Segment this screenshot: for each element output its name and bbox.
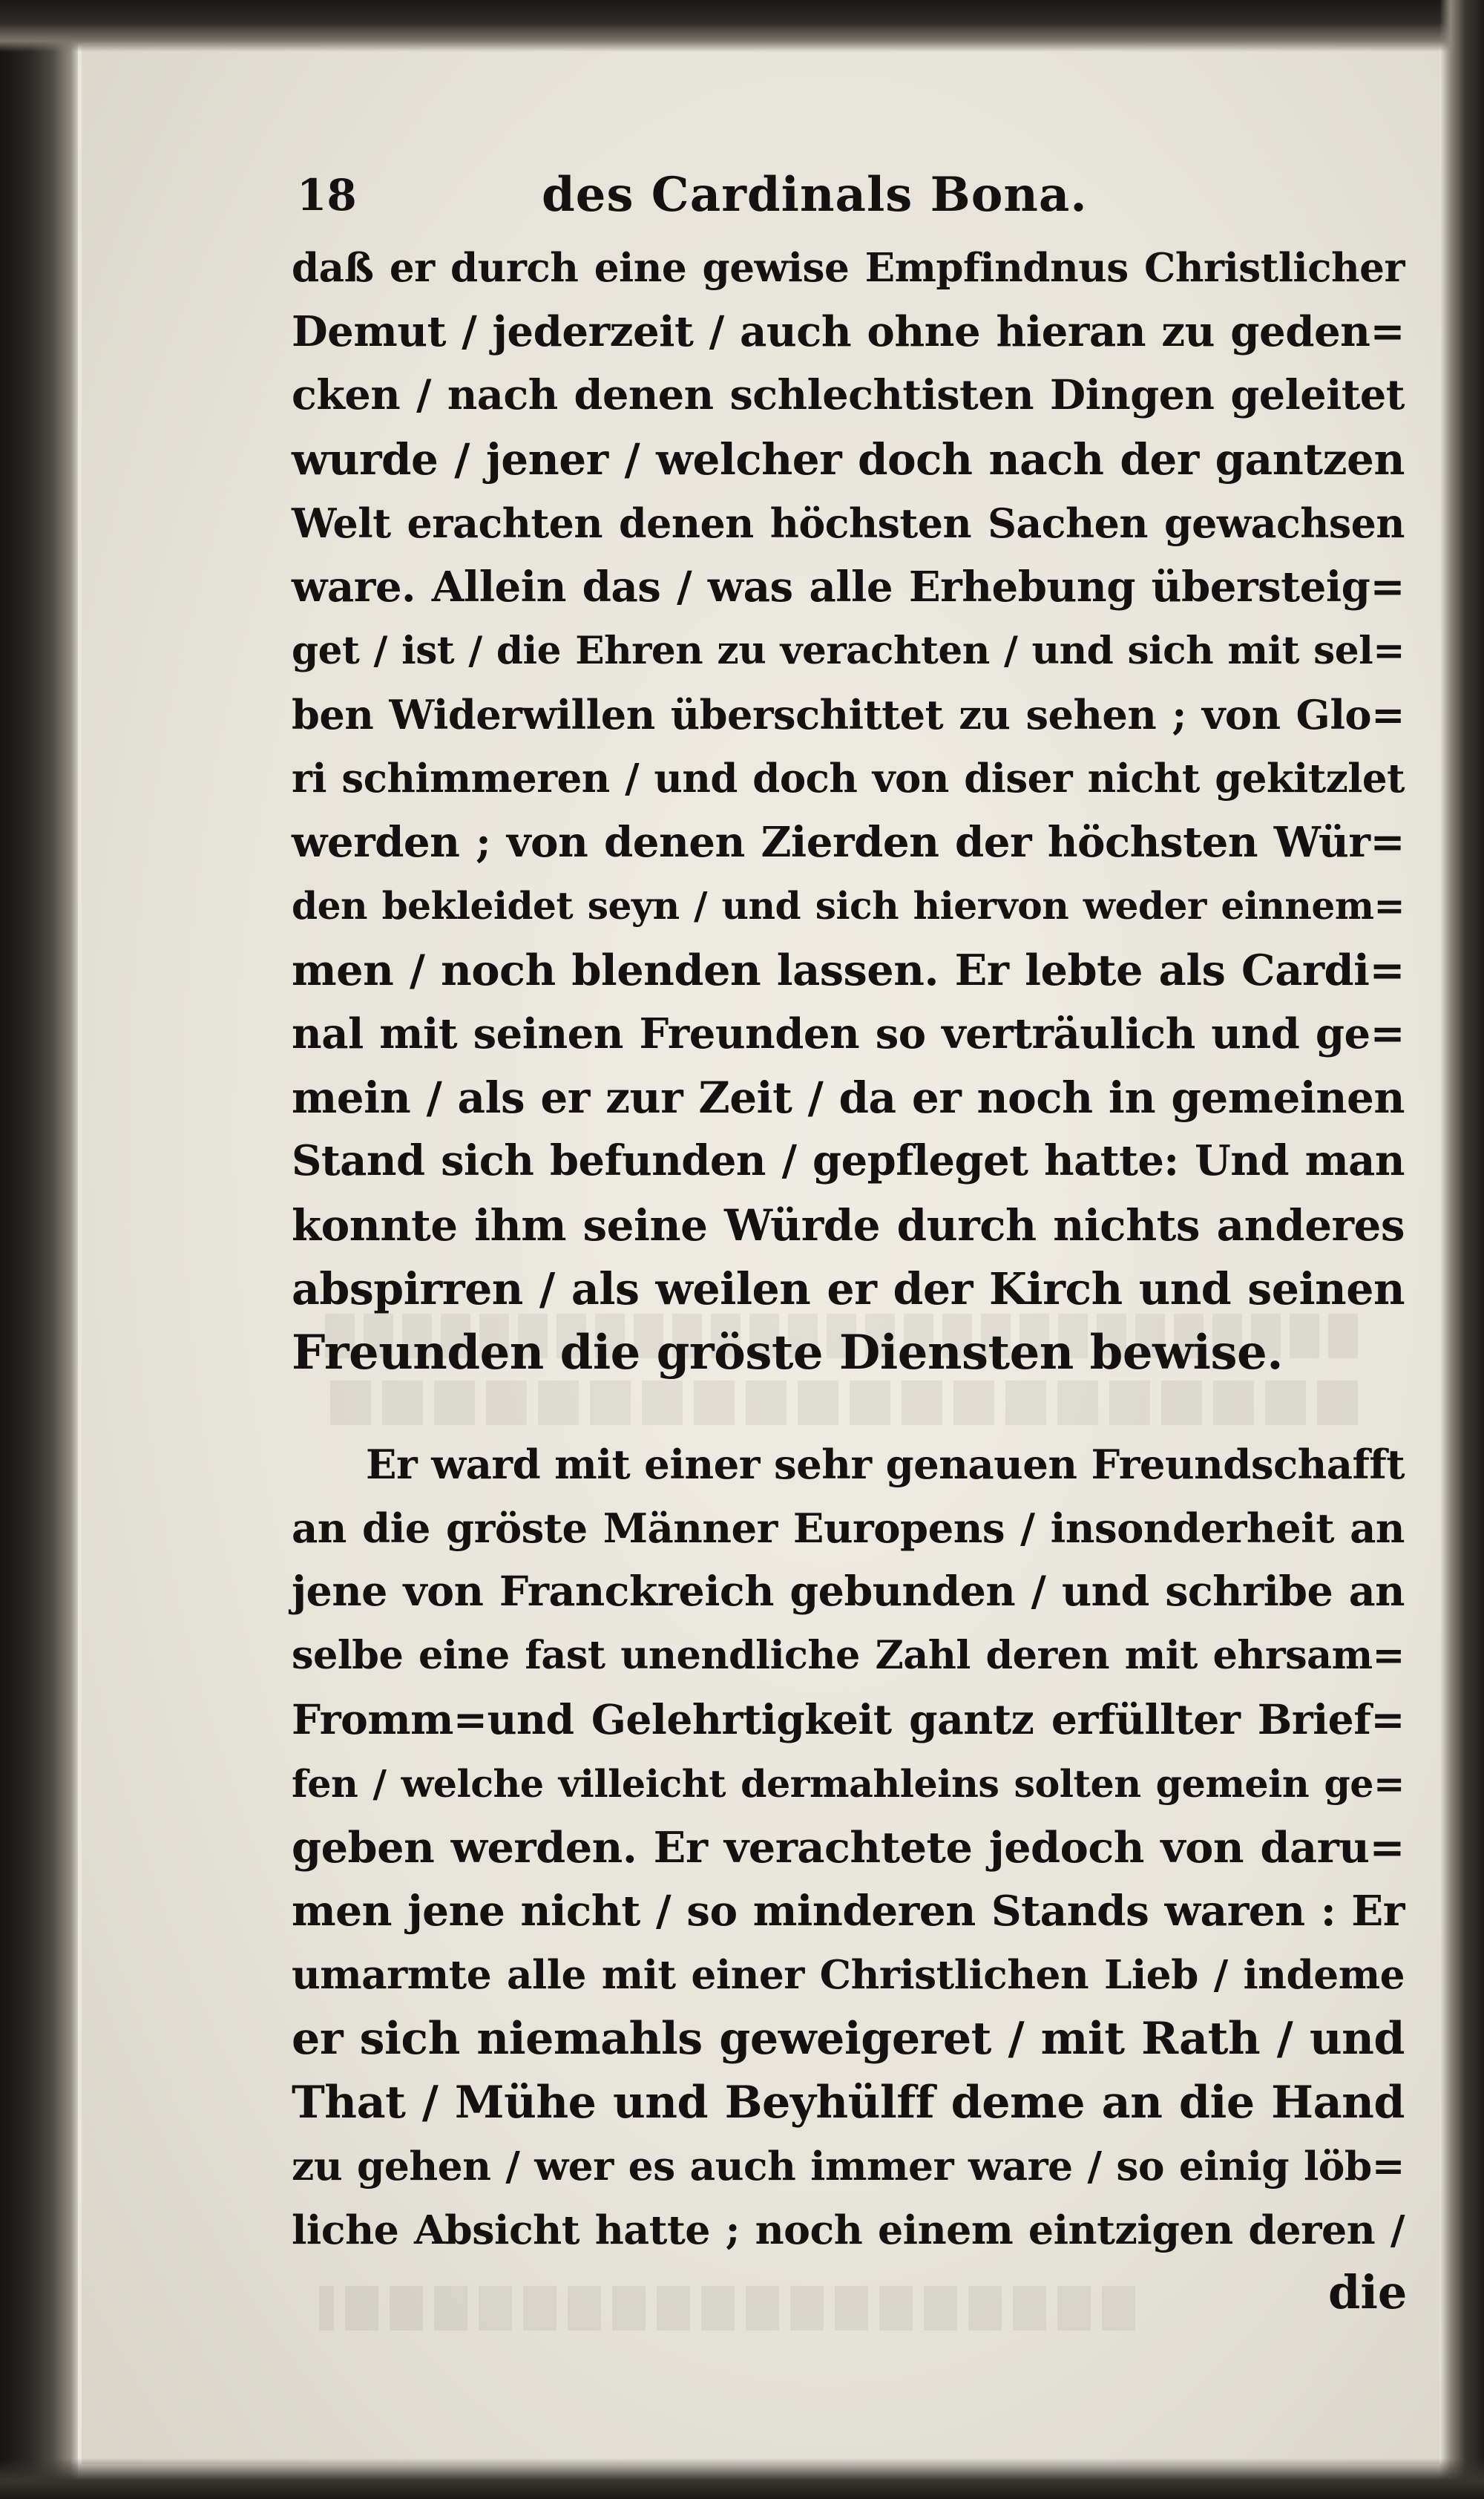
text-line: men / noch blenden lassen. Er lebte als Cardi= bbox=[292, 945, 1405, 995]
text-line: nal mit seinen Freunden so verträulich und ge= bbox=[292, 1009, 1405, 1058]
text-line: jene von Franckreich gebunden / und schribe an bbox=[292, 1568, 1405, 1616]
book-binding-edge bbox=[0, 0, 78, 2499]
text-line: wurde / jener / welcher doch nach der gantzen bbox=[292, 434, 1405, 485]
text-line: zu gehen / wer es auch immer ware / so einig löb= bbox=[292, 2143, 1405, 2190]
text-line: konnte ihm seine Würde durch nichts anderes bbox=[292, 1200, 1405, 1251]
text-line: get / ist / die Ehren zu verachten / und sich mit sel= bbox=[292, 629, 1405, 673]
text-line: daß er durch eine gewise Empfindnus Christlicher bbox=[292, 244, 1405, 291]
text-line: den bekleidet seyn / und sich hiervon weder einnem= bbox=[292, 884, 1405, 928]
text-line: Demut / jederzeit / auch ohne hieran zu geden= bbox=[292, 307, 1405, 356]
show-through-text bbox=[319, 2286, 1135, 2331]
running-head: des Cardinals Bona. bbox=[542, 167, 1088, 223]
page-header bbox=[297, 162, 1410, 229]
text-line: selbe eine fast unendliche Zahl deren mit ehrsam= bbox=[292, 1633, 1405, 1678]
text-line: ben Widerwillen überschittet zu sehen ; von Glo= bbox=[292, 691, 1405, 738]
text-line: Stand sich befunden / gepfleget hatte: Und man bbox=[292, 1137, 1405, 1185]
text-line: That / Mühe und Beyhülff deme an die Hand bbox=[292, 2076, 1405, 2129]
book-bottom-edge bbox=[0, 2458, 1484, 2499]
text-line: ware. Allein das / was alle Erhebung übersteig= bbox=[292, 563, 1405, 612]
text-line: liche Absicht hatte ; noch einem eintzigen deren / bbox=[292, 2207, 1405, 2253]
text-line: an die gröste Männer Europens / insonderheit an bbox=[292, 1504, 1405, 1552]
text-line: er sich niemahls geweigeret / mit Rath / und bbox=[292, 2012, 1405, 2065]
book-top-edge bbox=[0, 0, 1484, 52]
text-line: cken / nach denen schlechtisten Dingen geleitet bbox=[292, 371, 1405, 419]
book-right-edge bbox=[1439, 0, 1484, 2499]
text-line: werden ; von denen Zierden der höchsten Wür= bbox=[292, 818, 1405, 867]
text-line: umarmte alle mit einer Christlichen Lieb / indeme bbox=[292, 1951, 1405, 1998]
show-through-text bbox=[319, 1380, 1358, 1425]
text-line: mein / als er zur Zeit / da er noch in gemeinen bbox=[292, 1072, 1405, 1123]
text-line: ri schimmeren / und doch von diser nicht gekitzlet bbox=[292, 756, 1405, 802]
text-line: Er ward mit einer sehr genauen Freundschafft bbox=[366, 1441, 1405, 1488]
text-line: men jene nicht / so minderen Stands waren : Er bbox=[292, 1887, 1405, 1936]
page-number: 18 bbox=[297, 170, 357, 220]
text-line: fen / welche villeicht dermahleins solten gemein ge= bbox=[292, 1761, 1405, 1806]
catchword: die bbox=[1328, 2265, 1408, 2319]
text-line: Welt erachten denen höchsten Sachen gewachsen bbox=[292, 500, 1405, 547]
text-line: geben werden. Er verachtete jedoch von daru= bbox=[292, 1822, 1405, 1873]
text-line: abspirren / als weilen er der Kirch und seinen bbox=[292, 1263, 1405, 1314]
text-line: Fromm=und Gelehrtigkeit gantz erfüllter Brief= bbox=[292, 1695, 1405, 1743]
text-line: Freunden die gröste Diensten bewise. bbox=[292, 1325, 1283, 1380]
